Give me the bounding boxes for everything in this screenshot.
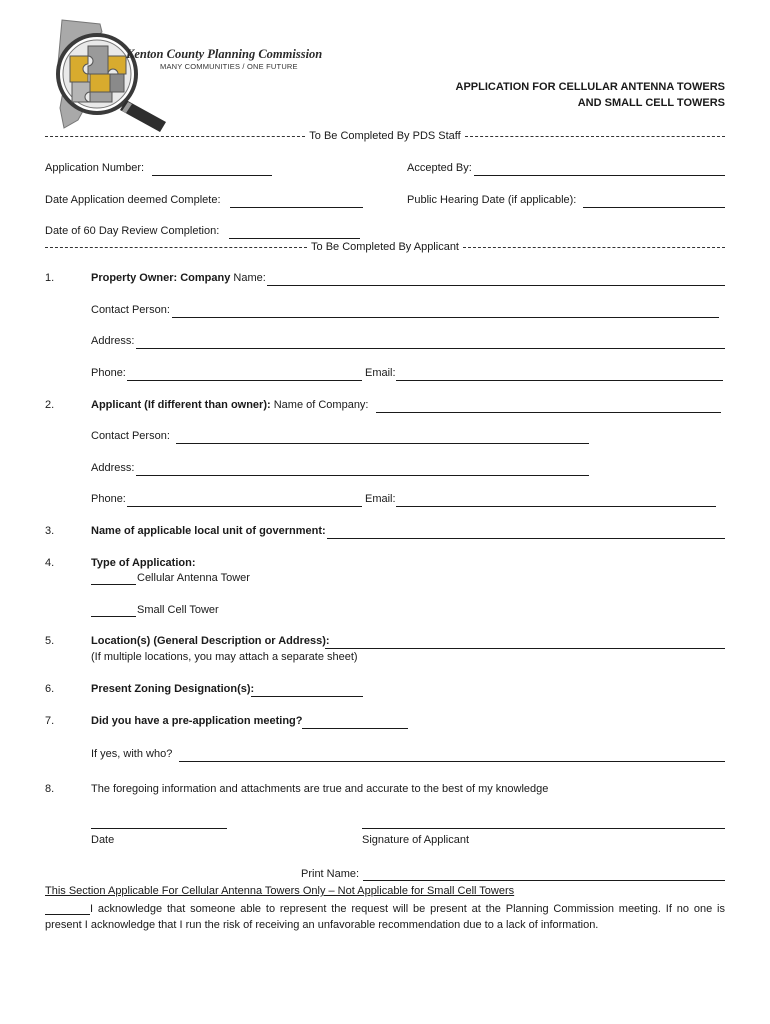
q7-followup-label: If yes, with who? [91,748,173,760]
q6-label: Present Zoning Designation(s): [91,683,255,695]
q1-number: 1. [45,272,55,284]
pre-application-with-field[interactable] [179,761,725,762]
print-name-label: Print Name: [301,868,360,880]
owner-company-name-field[interactable] [267,285,725,286]
q7-label: Did you have a pre-application meeting? [91,715,303,727]
tower-section-heading: This Section Applicable For Cellular Antenna Towers Only – Not Applicable for Small Cell Towers [45,885,515,897]
cellular-tower-check-field[interactable] [91,584,136,585]
form-title-line1: APPLICATION FOR CELLULAR ANTENNA TOWERS [455,81,725,93]
owner-address-field[interactable] [136,348,725,349]
date-label: Date [91,834,115,846]
q6-number: 6. [45,683,55,695]
kenton-county-logo [42,16,177,134]
owner-phone-field[interactable] [127,380,362,381]
applicant-contact-field[interactable] [176,443,589,444]
applicant-section-divider [45,241,725,253]
q4-number: 4. [45,557,55,569]
org-name: Kenton County Planning Commission [126,47,323,61]
accepted-by-label: Accepted By: [407,162,472,174]
zoning-field[interactable] [251,696,363,697]
q1-phone-label: Phone: [91,367,126,379]
q3-label: Name of applicable local unit of government: [91,525,326,537]
application-number-label: Application Number: [45,162,145,174]
acknowledge-text: I acknowledge that someone able to represent the request will be present at the Planning Commission meeting. If no one is present I acknowledge that I run the risk of receiving an unfavorable recommendation due to a lack of information. [45,903,725,931]
q4-option-small-cell: Small Cell Tower [137,604,219,616]
org-tagline: MANY COMMUNITIES / ONE FUTURE [160,62,298,71]
q5-label: Location(s) (General Description or Address): [91,635,330,647]
q2-email-label: Email: [365,493,396,505]
q7-number: 7. [45,715,55,727]
q1-label [91,272,266,284]
local-government-field[interactable] [327,538,725,539]
q2-number: 2. [45,399,55,411]
date-complete-field[interactable] [230,207,363,208]
staff-section-label: To Be Completed By PDS Staff [309,130,461,142]
application-number-field[interactable] [152,175,272,176]
form-title-line2: AND SMALL CELL TOWERS [577,97,725,109]
applicant-company-name-field[interactable] [376,412,721,413]
date-signature-field[interactable] [91,828,227,829]
q2-contact-label: Contact Person: [91,430,170,442]
q5-number: 5. [45,635,55,647]
q8-number: 8. [45,783,55,795]
staff-section-divider [45,130,725,142]
print-name-field[interactable] [363,880,725,881]
q2-label [91,399,369,411]
applicant-signature-field[interactable] [362,828,725,829]
review-completion-label: Date of 60 Day Review Completion: [45,225,220,237]
applicant-address-field[interactable] [136,475,589,476]
q2-address-label: Address: [91,462,135,474]
q8-label: The foregoing information and attachments are true and accurate to the best of my knowledge [91,783,549,795]
public-hearing-field[interactable] [583,207,725,208]
date-complete-label: Date Application deemed Complete: [45,194,221,206]
location-field[interactable] [325,648,725,649]
applicant-phone-field[interactable] [127,506,362,507]
q1-label-rest: Name: [230,272,266,284]
q2-phone-label: Phone: [91,493,126,505]
q4-option-cellular: Cellular Antenna Tower [137,572,250,584]
q1-label-bold: Property Owner: Company [91,272,231,284]
signature-label: Signature of Applicant [362,834,470,846]
pre-application-field[interactable] [302,728,408,729]
review-completion-field[interactable] [229,238,360,239]
q2-label-rest: Name of Company: [270,399,369,411]
q2-label-bold: Applicant (If different than owner): [91,399,271,411]
accepted-by-field[interactable] [474,175,725,176]
q3-number: 3. [45,525,55,537]
public-hearing-label: Public Hearing Date (if applicable): [407,194,577,206]
small-cell-check-field[interactable] [91,616,136,617]
q1-address-label: Address: [91,335,135,347]
applicant-email-field[interactable] [396,506,716,507]
owner-contact-field[interactable] [172,317,719,318]
owner-email-field[interactable] [396,380,723,381]
q1-email-label: Email: [365,367,396,379]
q1-contact-label: Contact Person: [91,304,170,316]
q5-note: (If multiple locations, you may attach a separate sheet) [91,651,358,663]
q4-label: Type of Application: [91,557,196,569]
applicant-section-label: To Be Completed By Applicant [311,241,459,253]
